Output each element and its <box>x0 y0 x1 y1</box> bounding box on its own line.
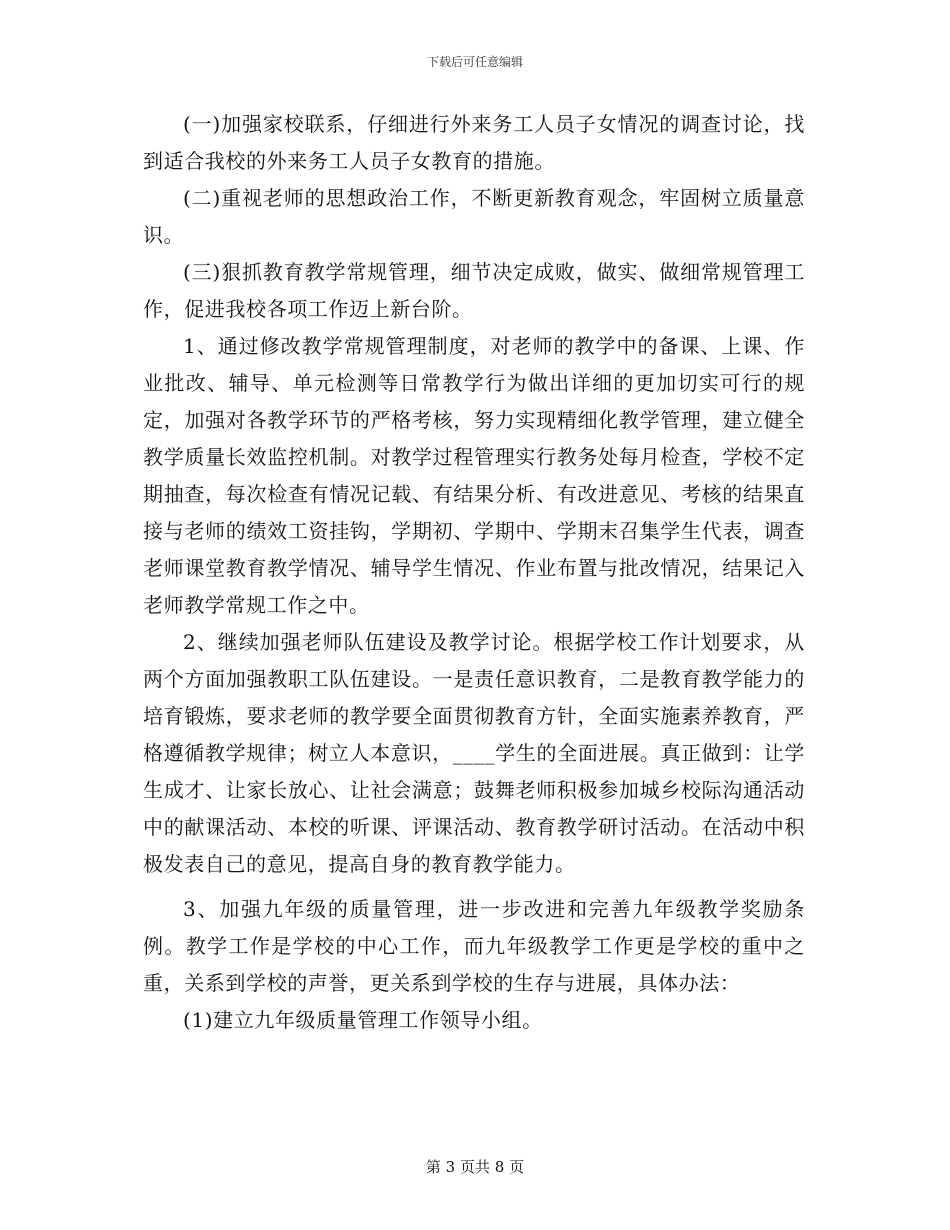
paragraph-7: (1)建立九年级质量管理工作领导小组。 <box>183 1008 543 1032</box>
paragraph-2: (二)重视老师的思想政治工作，不断更新教育观念，牢固树立质量意识。 <box>143 186 805 247</box>
paragraph-1: (一)加强家校联系，仔细进行外来务工人员子女情况的调查讨论，找到适合我校的外来务工人员子女教育的措施。 <box>143 112 805 173</box>
paragraph-5: 2、继续加强老师队伍建设及教学讨论。根据学校工作计划要求，从两个方面加强教职工队伍建设。一是责任意识教育，二是教育教学能力的培育锻炼，要求老师的教学要全面贯彻教育方针，全面实施素养教育，严格遵循教学规律；树立人本意识，____学生的全面进展。真正做到：让学生成才、让家长放心、让社会满意；鼓舞老师积极参加城乡校际沟通活动中的献课活动、本校的听课、评课活动、教育教学研讨活动。在活动中积极发表自己的意见，提高自身的教育教学能力。 <box>143 630 805 876</box>
page-header: 下载后可任意编辑 <box>426 55 523 69</box>
page-number: 第 3 页共 8 页 <box>425 1158 525 1176</box>
document-body <box>143 106 805 1039</box>
paragraph-6: 3、加强九年级的质量管理，进一步改进和完善九年级教学奖励条例。教学工作是学校的中心工作，而九年级教学工作更是学校的重中之重，关系到学校的声誉，更关系到学校的生存与进展，具体办法： <box>143 897 805 995</box>
paragraph-3: (三)狠抓教育教学常规管理，细节决定成败，做实、做细常规管理工作，促进我校各项工作迈上新台阶。 <box>143 260 805 321</box>
paragraph-4: 1、通过修改教学常规管理制度，对老师的教学中的备课、上课、作业批改、辅导、单元检测等日常教学行为做出详细的更加切实可行的规定，加强对各教学环节的严格考核，努力实现精细化教学管理，建立健全教学质量长效监控机制。对教学过程管理实行教务处每月检查，学校不定期抽查，每次检查有情况记载、有结果分析、有改进意见、考核的结果直接与老师的绩效工资挂钩，学期初、学期中、学期末召集学生代表，调查老师课堂教育教学情况、辅导学生情况、作业布置与批改情况，结果记入老师教学常规工作之中。 <box>143 334 805 617</box>
